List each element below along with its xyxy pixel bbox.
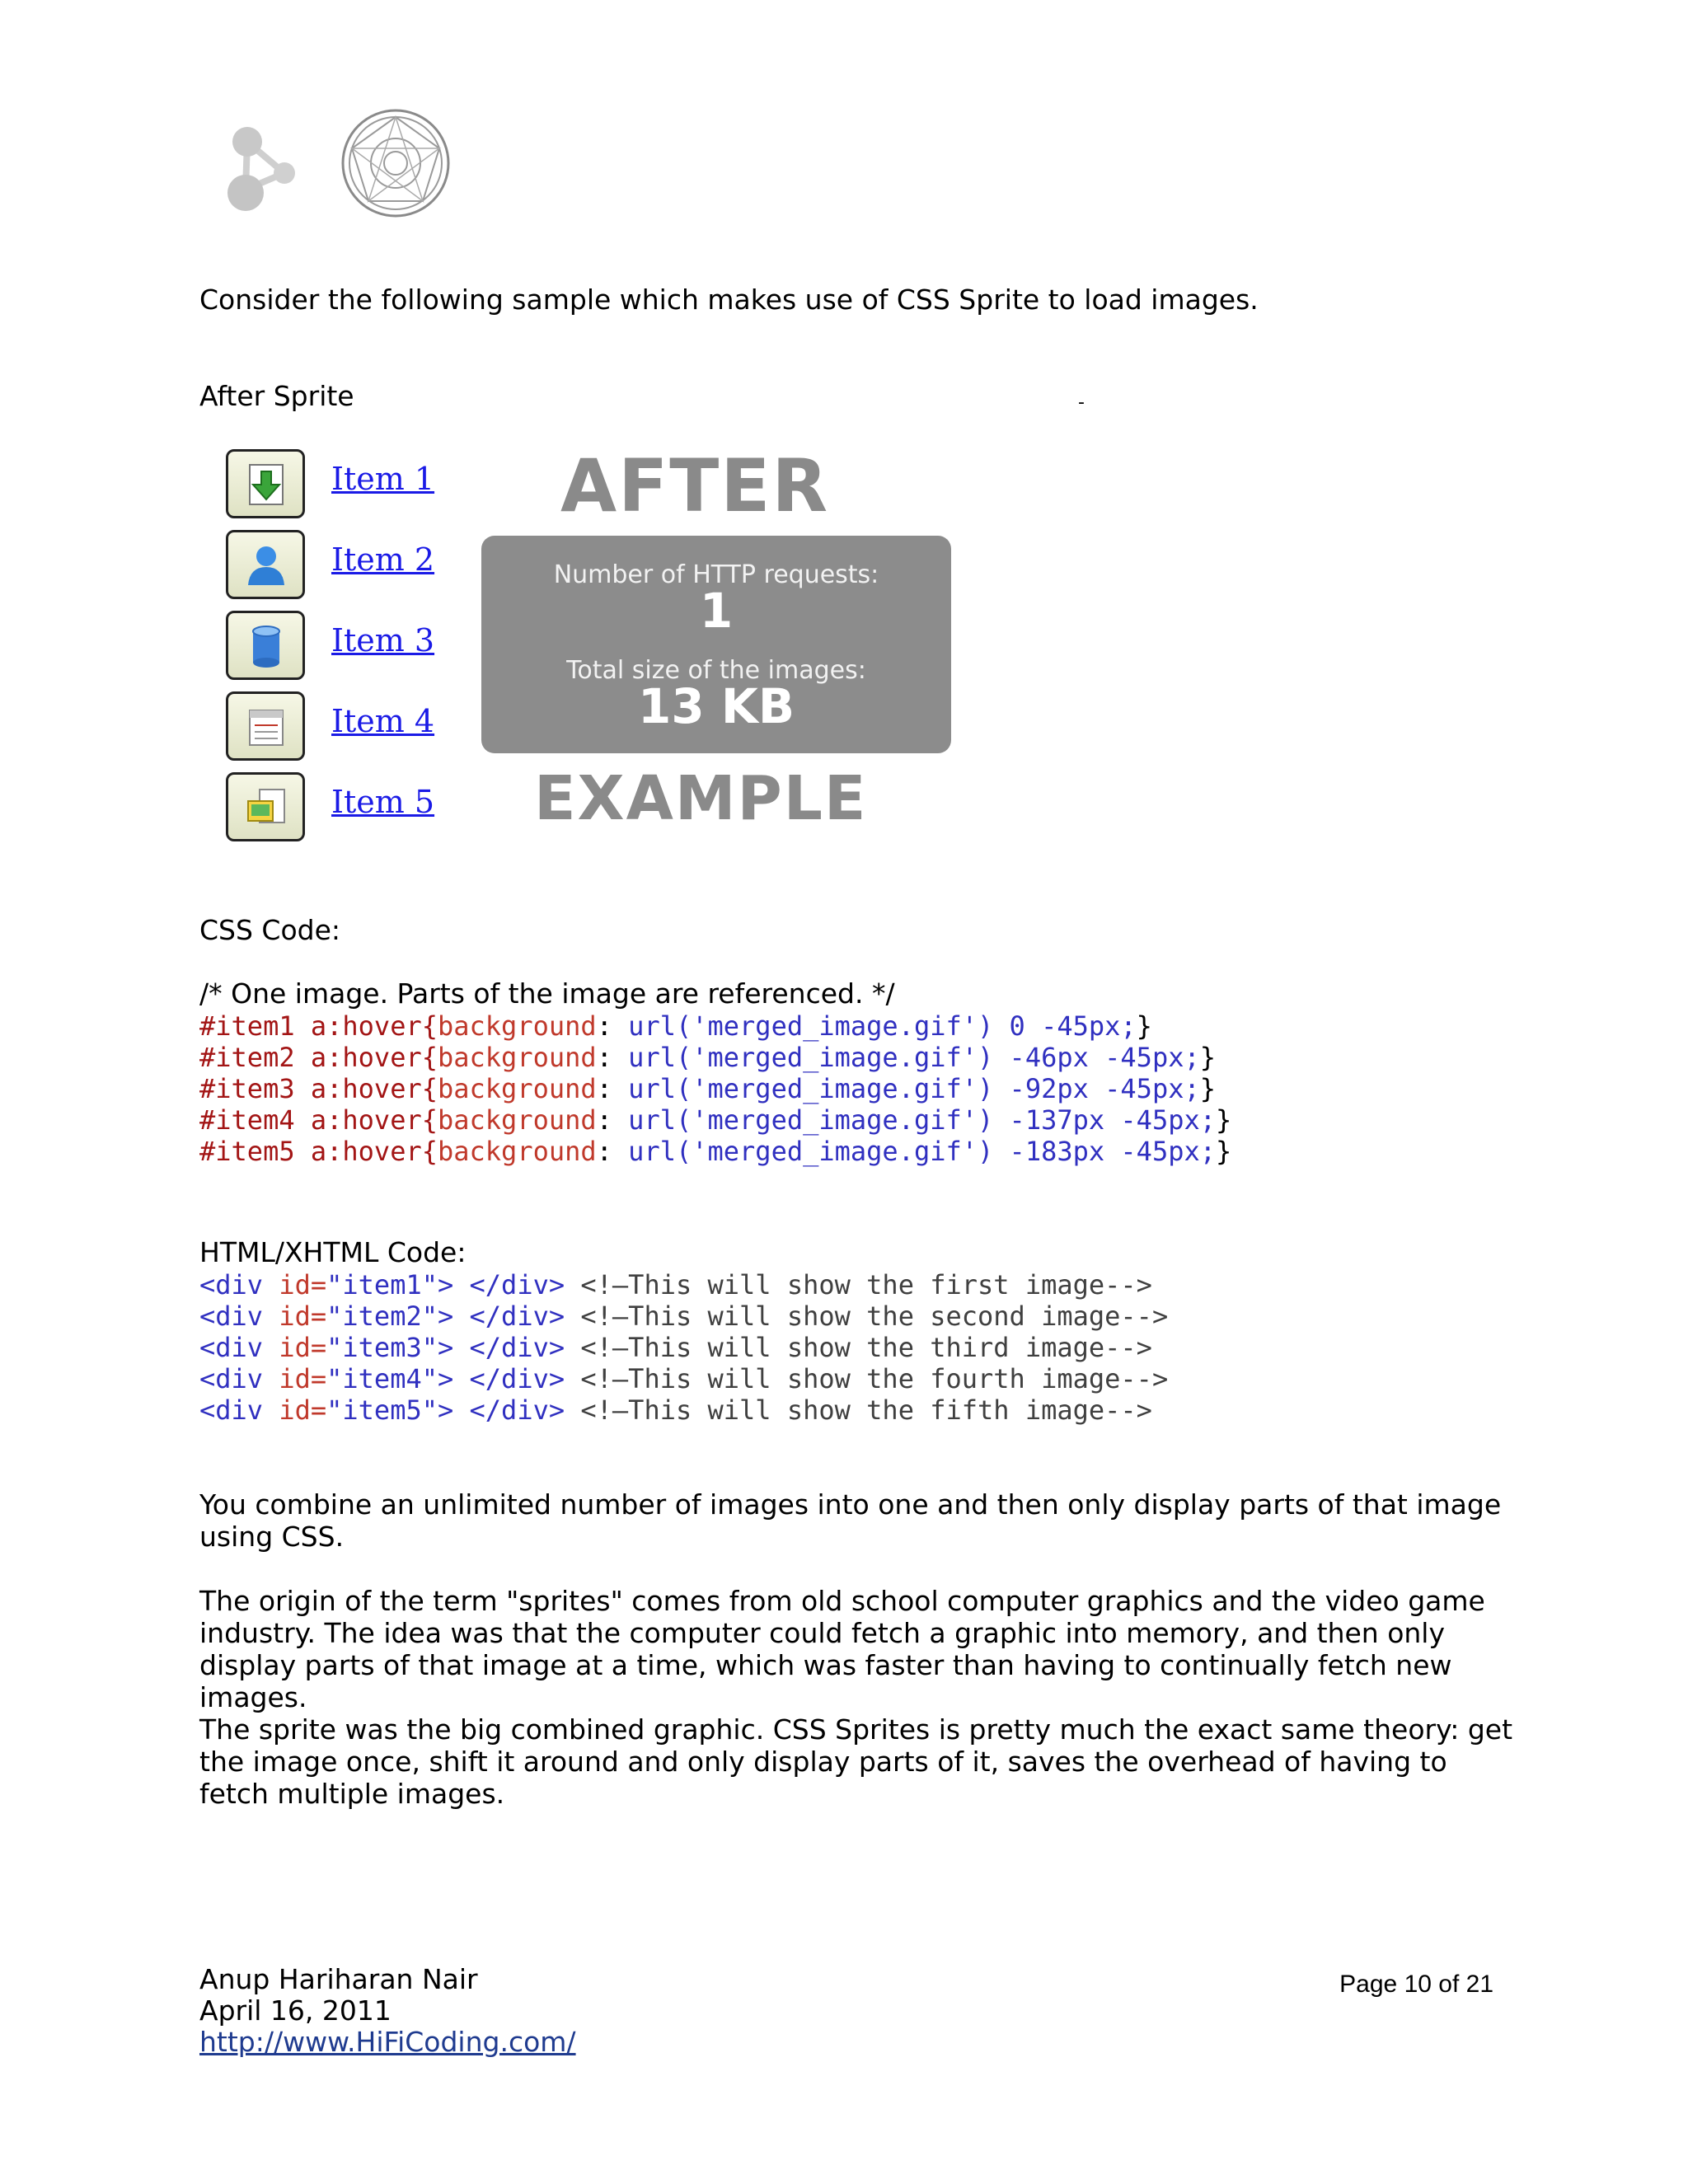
html-line xyxy=(199,1269,1152,1301)
item-link[interactable]: Item 1 xyxy=(331,461,435,497)
example-heading: EXAMPLE xyxy=(534,763,868,834)
item-row-4[interactable] xyxy=(226,691,473,766)
css-selector: #item2 a:hover{ xyxy=(199,1042,438,1073)
html-comment: <!—This will show the second image--> xyxy=(580,1301,1169,1332)
css-close: } xyxy=(1216,1104,1232,1136)
html-open-tag: <div xyxy=(199,1269,279,1301)
html-line xyxy=(199,1363,1168,1394)
html-line xyxy=(199,1301,1168,1332)
html-attr-value: "item5" xyxy=(326,1394,438,1426)
html-open-tag: <div xyxy=(199,1394,279,1426)
stray-mark: - xyxy=(1078,392,1085,413)
html-attr-value: "item2" xyxy=(326,1301,438,1332)
html-attr-value: "item4" xyxy=(326,1363,438,1394)
css-property: background xyxy=(437,1073,597,1104)
html-close-tag: > </div> xyxy=(437,1301,581,1332)
html-close-tag: > </div> xyxy=(437,1394,581,1426)
images-icon xyxy=(243,785,289,831)
html-comment: <!—This will show the third image--> xyxy=(580,1332,1152,1363)
css-line xyxy=(199,1042,1216,1073)
item-button[interactable] xyxy=(226,772,305,841)
css-selector: #item5 a:hover{ xyxy=(199,1136,438,1167)
css-selector: #item3 a:hover{ xyxy=(199,1073,438,1104)
item-link[interactable]: Item 2 xyxy=(331,541,435,578)
notepad-icon xyxy=(243,704,289,750)
stats-box xyxy=(481,536,951,753)
css-value: url('merged_image.gif') 0 -45px; xyxy=(612,1010,1137,1042)
html-line xyxy=(199,1394,1152,1426)
css-heading: CSS Code: xyxy=(199,914,341,946)
html-comment: <!—This will show the first image--> xyxy=(580,1269,1152,1301)
html-open-tag: <div xyxy=(199,1301,279,1332)
css-colon: : xyxy=(596,1104,612,1136)
css-property: background xyxy=(437,1042,597,1073)
css-comment: /* One image. Parts of the image are referenced. */ xyxy=(199,977,895,1010)
user-icon xyxy=(243,542,289,588)
html-attr: id= xyxy=(279,1394,327,1426)
paragraph-combine: You combine an unlimited number of images into one and then only display parts of that image using CSS. xyxy=(199,1488,1502,1553)
css-close: } xyxy=(1199,1042,1216,1073)
css-colon: : xyxy=(596,1136,612,1167)
page-number: Page 10 of 21 xyxy=(1339,1971,1493,1998)
footer-author: Anup Hariharan Nair xyxy=(199,1963,478,1995)
html-open-tag: <div xyxy=(199,1363,279,1394)
html-attr-value: "item3" xyxy=(326,1332,438,1363)
footer-url-link[interactable]: http://www.HiFiCoding.com/ xyxy=(199,2026,576,2058)
item-button[interactable] xyxy=(226,691,305,761)
html-comment: <!—This will show the fourth image--> xyxy=(580,1363,1169,1394)
item-row-3[interactable] xyxy=(226,611,473,685)
item-row-2[interactable] xyxy=(226,530,473,604)
html-close-tag: > </div> xyxy=(437,1269,581,1301)
css-line xyxy=(199,1136,1231,1167)
css-close: } xyxy=(1216,1136,1232,1167)
css-property: background xyxy=(437,1104,597,1136)
html-close-tag: > </div> xyxy=(437,1332,581,1363)
html-attr-value: "item1" xyxy=(326,1269,438,1301)
html-comment: <!—This will show the fifth image--> xyxy=(580,1394,1152,1426)
intro-text: Consider the following sample which makes use of CSS Sprite to load images. xyxy=(199,284,1259,316)
css-close: } xyxy=(1199,1073,1216,1104)
requests-label: Number of HTTP requests: xyxy=(553,560,879,589)
css-close: } xyxy=(1136,1010,1152,1042)
item-button[interactable] xyxy=(226,449,305,518)
share-logo-icon xyxy=(223,124,305,214)
css-value: url('merged_image.gif') -183px -45px; xyxy=(612,1136,1216,1167)
download-arrow-icon xyxy=(243,462,289,508)
database-icon xyxy=(243,623,289,669)
paragraph-sprite: The sprite was the big combined graphic. CSS Sprites is pretty much the exact same theory: get the image once, shift it around and only display parts of it, saves the overhead of having to fetch multiple images. xyxy=(199,1713,1513,1810)
css-line xyxy=(199,1104,1231,1136)
css-line xyxy=(199,1010,1152,1042)
item-link[interactable]: Item 4 xyxy=(331,703,435,739)
html-attr: id= xyxy=(279,1363,327,1394)
html-attr: id= xyxy=(279,1301,327,1332)
html-close-tag: > </div> xyxy=(437,1363,581,1394)
item-button[interactable] xyxy=(226,530,305,599)
item-link[interactable]: Item 3 xyxy=(331,622,435,658)
html-attr: id= xyxy=(279,1332,327,1363)
circular-seal-logo-icon xyxy=(338,105,453,221)
css-property: background xyxy=(437,1136,597,1167)
css-colon: : xyxy=(596,1073,612,1104)
css-colon: : xyxy=(596,1042,612,1073)
css-selector: #item4 a:hover{ xyxy=(199,1104,438,1136)
item-row-1[interactable] xyxy=(226,449,473,523)
size-value: 13 KB xyxy=(637,678,795,734)
item-link[interactable]: Item 5 xyxy=(331,784,435,820)
css-selector: #item1 a:hover{ xyxy=(199,1010,438,1042)
css-colon: : xyxy=(596,1010,612,1042)
item-button[interactable] xyxy=(226,611,305,680)
after-heading: AFTER xyxy=(560,443,830,528)
requests-value: 1 xyxy=(699,583,734,639)
item-row-5[interactable] xyxy=(226,772,473,846)
footer-date: April 16, 2011 xyxy=(199,1994,392,2027)
paragraph-origin: The origin of the term "sprites" comes from old school computer graphics and the video game industry. The idea was that the computer could fetch a graphic into memory, and then only display parts of that image at a time, which was faster than having to continually fetch new images. xyxy=(199,1585,1485,1713)
css-property: background xyxy=(437,1010,597,1042)
html-line xyxy=(199,1332,1152,1363)
css-value: url('merged_image.gif') -137px -45px; xyxy=(612,1104,1216,1136)
css-value: url('merged_image.gif') -92px -45px; xyxy=(612,1073,1200,1104)
size-label: Total size of the images: xyxy=(566,656,866,685)
css-value: url('merged_image.gif') -46px -45px; xyxy=(612,1042,1200,1073)
html-attr: id= xyxy=(279,1269,327,1301)
section-label: After Sprite xyxy=(199,380,354,412)
css-line xyxy=(199,1073,1216,1104)
html-open-tag: <div xyxy=(199,1332,279,1363)
html-heading: HTML/XHTML Code: xyxy=(199,1236,467,1268)
